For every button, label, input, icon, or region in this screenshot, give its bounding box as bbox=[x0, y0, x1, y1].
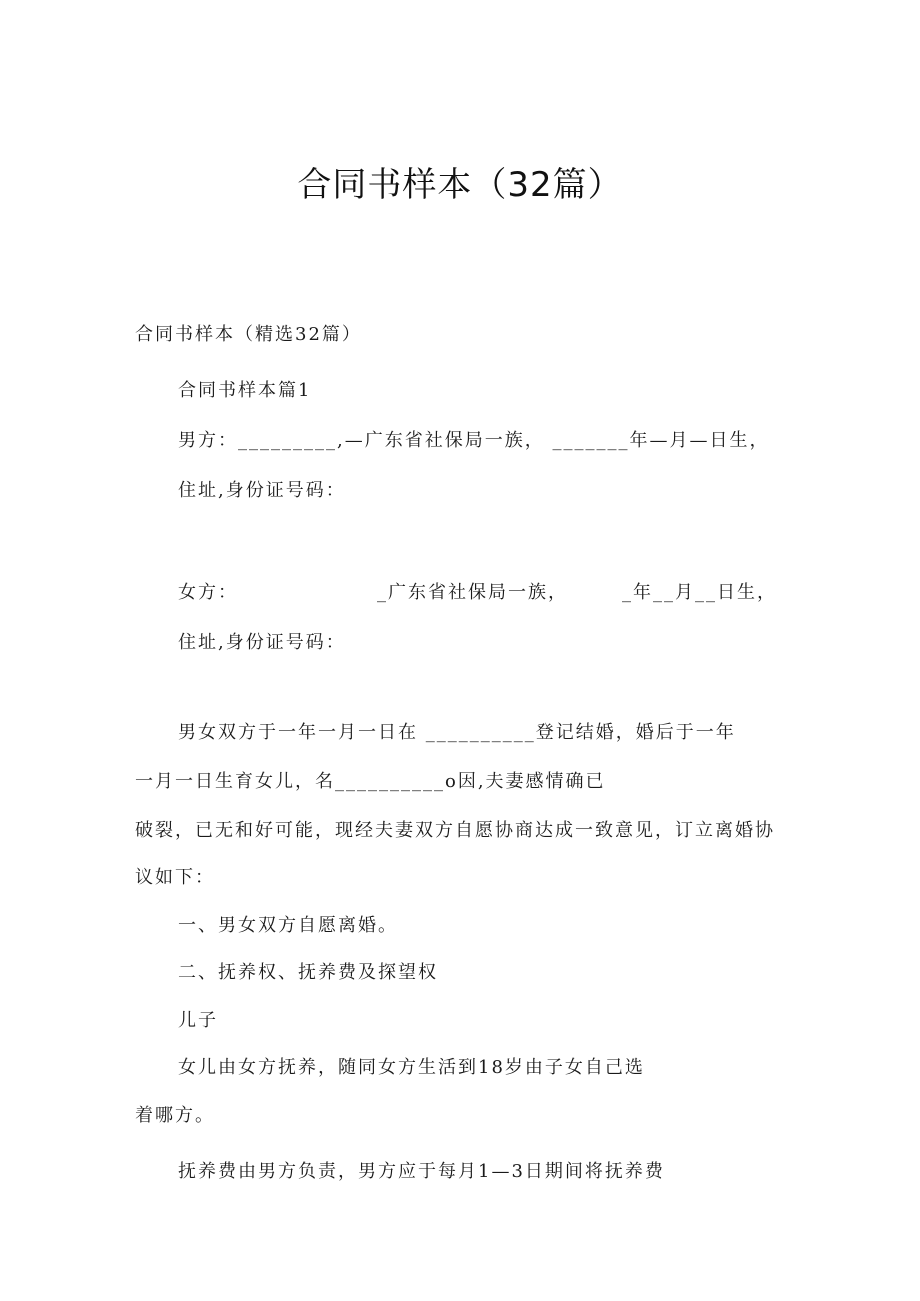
clause-text: 抚养费由男方负责，男方应于每月1—3日期间将抚养费 bbox=[178, 1161, 665, 1182]
clause-one: 一、男女双方自愿离婚。 bbox=[178, 915, 398, 936]
clause-text: 着哪方。 bbox=[135, 1105, 215, 1126]
paragraph-line: 破裂，已无和好可能，现经夫妻双方自愿协商达成一致意见，订立离婚协 bbox=[135, 820, 775, 841]
paragraph-line: 男女双方于一年一月一日在 __________登记结婚，婚后于一年 bbox=[178, 722, 736, 743]
paragraph-line: 议如下： bbox=[135, 867, 215, 888]
female-party-line: 女方： _广东省社保局一族， _年__月__日生， bbox=[178, 582, 778, 603]
document-subtitle: 合同书样本（精选32篇） bbox=[135, 324, 362, 345]
clause-text: 女儿由女方抚养，随同女方生活到18岁由子女自己选 bbox=[178, 1057, 645, 1078]
document-title: 合同书样本（32篇） bbox=[297, 165, 623, 205]
section-heading: 合同书样本篇1 bbox=[178, 380, 312, 401]
male-party-line: 男方：_________,—广东省社保局一族， _______年—月—日生， bbox=[178, 430, 770, 451]
male-address-line: 住址,身份证号码： bbox=[178, 480, 346, 501]
female-address-line: 住址,身份证号码： bbox=[178, 632, 346, 653]
clause-two-heading: 二、抚养权、抚养费及探望权 bbox=[178, 962, 438, 983]
clause-text: 儿子 bbox=[178, 1010, 218, 1031]
paragraph-line: 一月一日生育女儿，名__________o因,夫妻感情确已 bbox=[135, 771, 606, 792]
